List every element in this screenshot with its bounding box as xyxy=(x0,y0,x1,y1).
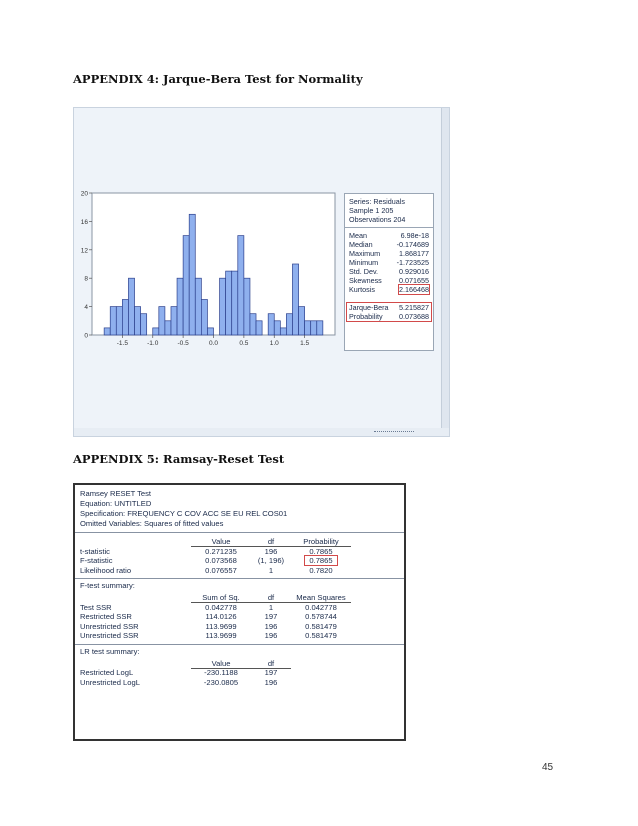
stats-series: Series: Residuals xyxy=(349,197,405,206)
stats-sample: Sample 1 205 xyxy=(349,206,394,215)
stats-observations: Observations 204 xyxy=(349,215,406,224)
histogram-bar xyxy=(250,314,256,335)
stat-row-mean: Mean 6.98e-18 xyxy=(349,231,429,240)
histogram-bar xyxy=(128,278,134,335)
f-stat-probability-highlight: 0.7865 xyxy=(305,556,336,565)
reset-title: Ramsey RESET Test xyxy=(80,489,152,498)
histogram-bar xyxy=(110,307,116,335)
histogram-bar xyxy=(220,278,226,335)
stat-row-kurtosis: Kurtosis 2.166468 xyxy=(349,285,429,294)
reset-specification: Specification: FREQUENCY C COV ACC SE EU REL COS01 xyxy=(80,509,288,518)
x-tick-label: 1.0 xyxy=(269,340,279,347)
y-tick-label: 16 xyxy=(80,218,88,226)
status-bar xyxy=(74,428,449,436)
ftest-header-row: Sum of Sq. df Mean Squares xyxy=(75,593,404,603)
jarque-bera-highlight xyxy=(347,303,431,321)
histogram-bar xyxy=(238,236,244,335)
histogram-bar xyxy=(171,307,177,335)
stat-row-minimum: Minimum -1.723525 xyxy=(349,258,429,267)
table-row: F-statistic 0.073568 (1, 196) 0.7865 xyxy=(75,556,404,566)
histogram-bar xyxy=(177,278,183,335)
histogram-bar xyxy=(305,321,311,335)
histogram-bar xyxy=(135,307,141,335)
lrtest-title: LR test summary: xyxy=(80,646,140,656)
vertical-scrollbar[interactable] xyxy=(441,108,449,436)
histogram-bar xyxy=(274,321,280,335)
ramsey-reset-table xyxy=(73,483,406,741)
histogram-bar xyxy=(195,278,201,335)
histogram-bar xyxy=(153,328,159,335)
histogram-bar xyxy=(141,314,147,335)
x-tick-label: -0.5 xyxy=(177,340,189,347)
table-row: Test SSR 0.042778 1 0.042778 xyxy=(80,602,337,612)
y-tick-label: 8 xyxy=(84,275,88,283)
stats-box xyxy=(344,193,434,351)
table-row: Restricted SSR 114.0126 197 0.578744 xyxy=(80,612,337,621)
histogram-bar xyxy=(268,314,274,335)
histogram-bar xyxy=(165,321,171,335)
stat-row-stddev: Std. Dev. 0.929016 xyxy=(349,267,429,276)
table-row: Likelihood ratio 0.076557 1 0.7820 xyxy=(80,565,333,575)
histogram-bar xyxy=(299,307,305,335)
y-tick-label: 0 xyxy=(84,332,88,340)
stat-row-skewness: Skewness 0.071655 xyxy=(349,276,429,285)
lrtest-header-row: Value df xyxy=(75,659,404,669)
table-row: t-statistic 0.271235 196 0.7865 xyxy=(80,546,333,556)
table-row: Unrestricted LogL -230.0805 196 xyxy=(80,677,278,687)
histogram-bar xyxy=(286,314,292,335)
stat-row-jarque-bera: Jarque-Bera 5.215827 xyxy=(349,303,429,312)
ftest-title: F-test summary: xyxy=(80,581,135,590)
histogram-bar xyxy=(244,278,250,335)
histogram-bar xyxy=(201,300,207,336)
stat-row-probability: Probability 0.073688 xyxy=(349,312,429,321)
y-tick-label: 4 xyxy=(84,304,88,312)
histogram-bar xyxy=(122,300,128,336)
y-tick-label: 20 xyxy=(80,190,88,198)
reset-equation: Equation: UNTITLED xyxy=(80,499,152,508)
table-row: Unrestricted SSR 113.9699 196 0.581479 xyxy=(80,621,337,631)
histogram-bar xyxy=(292,264,298,335)
histogram-bar xyxy=(159,307,165,335)
histogram-window xyxy=(73,107,450,437)
x-tick-label: 0.5 xyxy=(239,340,249,347)
histogram-bar xyxy=(226,271,232,335)
y-tick-label: 12 xyxy=(80,247,88,255)
histogram-bar xyxy=(232,271,238,335)
histogram-bar xyxy=(189,214,195,335)
reset-omitted: Omitted Variables: Squares of fitted values xyxy=(80,519,224,528)
x-tick-label: -1.0 xyxy=(147,340,159,347)
page-number: 45 xyxy=(542,762,554,773)
main-header-row: Value df Probability xyxy=(75,537,404,547)
x-tick-label: -1.5 xyxy=(116,340,128,347)
appendix5-heading: APPENDIX 5: Ramsay-Reset Test xyxy=(73,452,285,466)
histogram-bar xyxy=(280,328,286,335)
histogram-bar xyxy=(311,321,317,335)
histogram-bar xyxy=(207,328,213,335)
appendix4-heading: APPENDIX 4: Jarque-Bera Test for Normality xyxy=(73,72,363,86)
histogram-bar xyxy=(104,328,110,335)
x-tick-label: 1.5 xyxy=(300,340,310,347)
stat-row-median: Median -0.174689 xyxy=(349,240,429,249)
histogram-bar xyxy=(256,321,262,335)
table-row: Restricted LogL -230.1188 197 xyxy=(80,668,278,677)
stat-row-maximum: Maximum 1.868177 xyxy=(349,249,429,258)
x-tick-label: 0.0 xyxy=(208,340,219,347)
histogram-bar xyxy=(183,236,189,335)
histogram-bar xyxy=(116,307,122,335)
table-row: Unrestricted SSR 113.9699 196 0.581479 xyxy=(80,631,337,640)
histogram-bar xyxy=(317,321,323,335)
